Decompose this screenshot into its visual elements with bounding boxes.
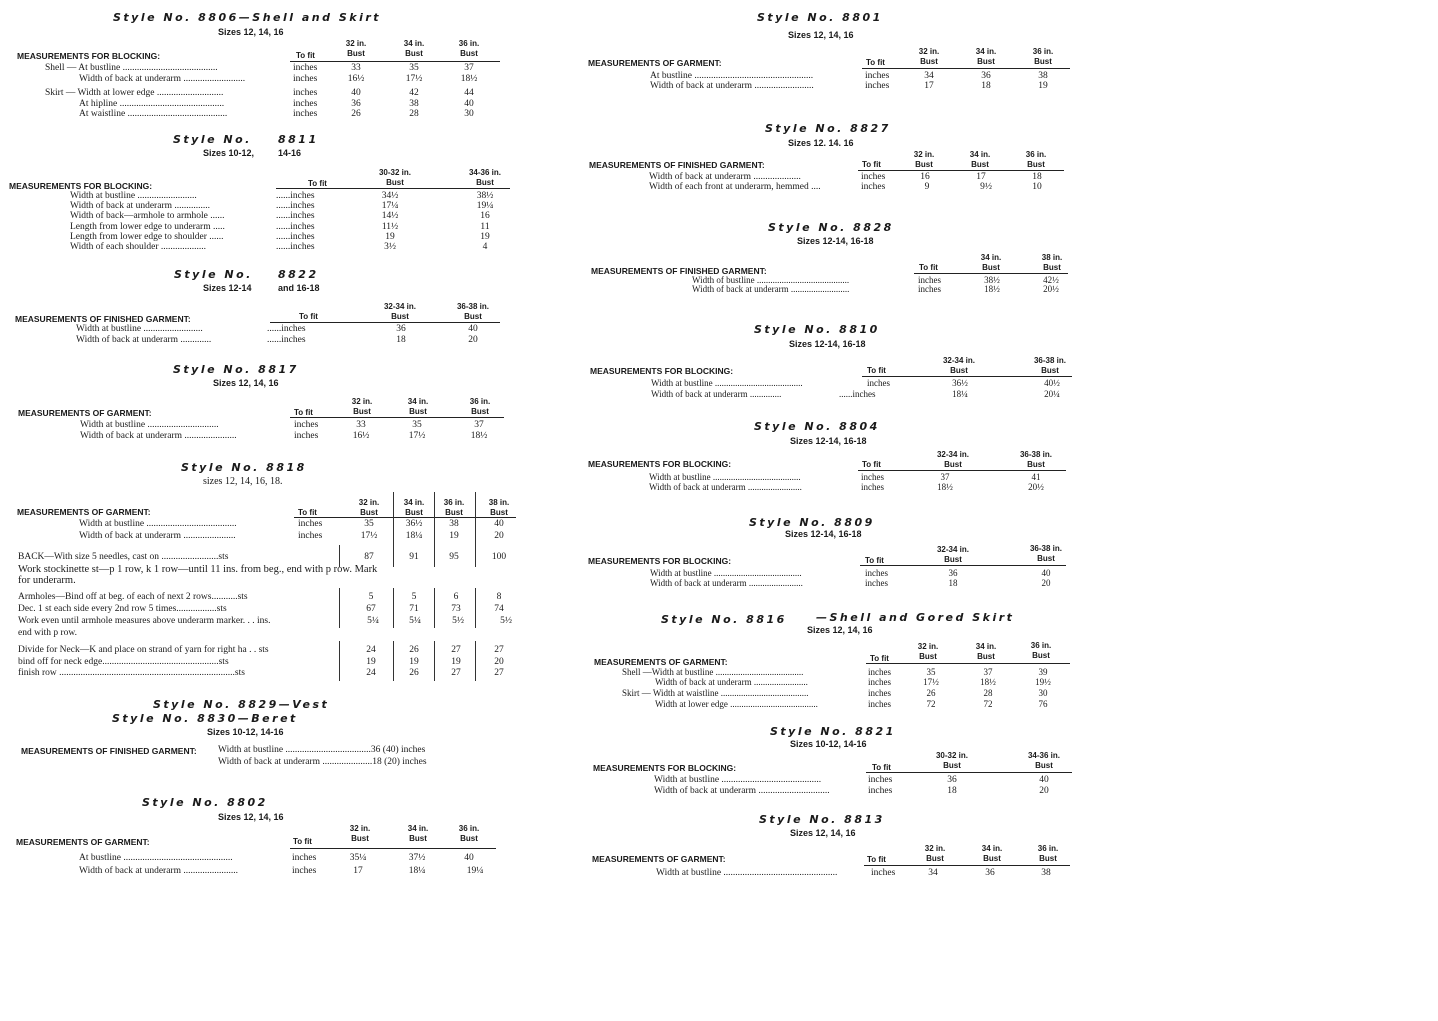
to-fit-label: To fit [866, 58, 885, 67]
col-head: 32 in. Bust [351, 397, 373, 416]
style-title: Style No. 8830—Beret [112, 712, 298, 725]
rule [858, 170, 1064, 171]
style-title: Style No. 8809 [749, 516, 875, 529]
to-fit-label: To fit [865, 556, 884, 565]
style-title: Style No. [174, 268, 253, 281]
col-head: 32-34 in. Bust [383, 302, 416, 321]
style-sizes: 14-16 [278, 148, 302, 158]
to-fit-label: To fit [293, 837, 312, 846]
col-head: 34-36 in. Bust [1027, 751, 1060, 770]
col-head: 36-38 in. Bust [456, 302, 489, 321]
divider [393, 588, 394, 628]
col-head: 36 in. Bust [1037, 844, 1059, 863]
col-head: 34 in. Bust [975, 642, 997, 661]
col-head: 36 in. Bust [1030, 641, 1052, 660]
col-head: 30-32 in. Bust [935, 751, 968, 770]
to-fit-label: To fit [299, 312, 318, 321]
instruction-text: Work stockinette st—p 1 row, k 1 row—until 11 ins. from beg., end with p row. Mark [18, 564, 378, 575]
measurements-label: MEASUREMENTS OF FINISHED GARMENT: [15, 314, 191, 324]
style-title: Style No. 8817 [173, 363, 299, 376]
rule [866, 772, 1072, 773]
divider [475, 641, 476, 681]
style-sizes: Sizes 12-14, 16-18 [790, 436, 867, 446]
measurements-label: MEASUREMENTS FOR BLOCKING: [9, 181, 153, 191]
rule [862, 376, 1072, 377]
col-head: 32 in. Bust [358, 498, 380, 517]
style-sizes: Sizes 12, 14, 16 [790, 828, 856, 838]
style-title: Style No. [173, 133, 252, 146]
divider [434, 588, 435, 628]
style-sizes: Sizes 12. 14. 16 [788, 138, 854, 148]
col-head: 34 in. Bust [407, 824, 429, 843]
measurements-label: MEASUREMENTS OF GARMENT: [592, 854, 726, 864]
col-head: 36 in. Bust [1032, 47, 1054, 66]
style-title: Style No. 8829—Vest [153, 698, 330, 711]
measurements-label: MEASUREMENTS OF GARMENT: [17, 507, 151, 517]
col-head: 32-34 in. Bust [936, 545, 969, 564]
col-head: 34 in. Bust [975, 47, 997, 66]
rule [276, 188, 510, 189]
rule [290, 848, 496, 849]
style-title: Style No. 8810 [754, 323, 880, 336]
measurements-label: MEASUREMENTS FOR BLOCKING: [588, 459, 732, 469]
col-head: 36 in. Bust [458, 39, 480, 58]
col-head: 36-38 in. Bust [1033, 356, 1066, 375]
col-head: 32 in. Bust [345, 39, 367, 58]
col-head: 32 in. Bust [913, 150, 935, 169]
measurements-label: MEASUREMENTS OF GARMENT: [18, 408, 152, 418]
to-fit-label: To fit [298, 508, 317, 517]
measurements-label: MEASUREMENTS FOR BLOCKING: [590, 366, 734, 376]
to-fit-label: To fit [296, 51, 315, 60]
style-sizes: Sizes 12, 14, 16 [788, 30, 854, 40]
measurements-label: MEASUREMENTS FOR BLOCKING: [17, 51, 161, 61]
to-fit-label: To fit [872, 763, 891, 772]
measurements-label: MEASUREMENTS OF FINISHED GARMENT: [589, 160, 765, 170]
col-head: 36-38 in. Bust [1019, 450, 1052, 469]
col-head: 34 in. Bust [969, 150, 991, 169]
measurements-label: MEASUREMENTS OF GARMENT: [16, 837, 150, 847]
style-title: Style No. 8816 [661, 613, 787, 626]
style-title: Style No. 8804 [754, 420, 880, 433]
col-head: 32-34 in. Bust [936, 450, 969, 469]
style-sizes: Sizes 12, 14, 16 [213, 378, 279, 388]
style-title: Style No. 8827 [765, 122, 891, 135]
measurements-label: MEASUREMENTS OF GARMENT: [588, 58, 722, 68]
rule [914, 273, 1068, 274]
divider [434, 492, 435, 567]
instruction-text: for underarm. [18, 575, 76, 586]
measure-line: Width of back at underarm .....................18 (20) inches [218, 757, 427, 767]
style-sizes: sizes 12, 14, 16, 18. [203, 476, 283, 487]
rule [864, 865, 1070, 866]
col-head: 30-32 in. Bust [378, 168, 411, 187]
to-fit-label: To fit [867, 366, 886, 375]
rule [858, 470, 1066, 471]
measurements-label: MEASUREMENTS OF GARMENT: [594, 657, 728, 667]
rule [290, 417, 504, 418]
style-sizes: Sizes 10-12, [203, 148, 255, 158]
style-sizes: and 16-18 [278, 283, 320, 293]
col-head: 36 in. Bust [1025, 150, 1047, 169]
col-head: 32-34 in. Bust [942, 356, 975, 375]
measurements-label: MEASUREMENTS FOR BLOCKING: [593, 763, 737, 773]
style-title: Style No. 8828 [768, 221, 894, 234]
col-head: 32 in. Bust [349, 824, 371, 843]
style-title: Style No. 8818 [181, 461, 307, 474]
style-sizes: Sizes 10-12, 14-16 [207, 727, 284, 737]
col-head: 36-38 in. Bust [1029, 544, 1062, 563]
divider [393, 641, 394, 681]
to-fit-label: To fit [870, 654, 889, 663]
measurements-label: MEASUREMENTS OF FINISHED GARMENT: [21, 746, 197, 756]
to-fit-label: To fit [919, 263, 938, 272]
col-head: 34 in. Bust [403, 39, 425, 58]
style-number: 8811 [278, 133, 319, 146]
divider [339, 588, 340, 628]
col-head: 32 in. Bust [924, 844, 946, 863]
col-head: 34 in. Bust [981, 844, 1003, 863]
style-sizes: Sizes 12, 14, 16 [807, 625, 873, 635]
style-sizes: Sizes 12, 14, 16 [218, 27, 284, 37]
col-head: 32 in. Bust [917, 642, 939, 661]
style-title: Style No. 8802 [142, 796, 268, 809]
measurements-label: MEASUREMENTS OF FINISHED GARMENT: [591, 266, 767, 276]
to-fit-label: To fit [862, 460, 881, 469]
rule [862, 68, 1070, 69]
rule [860, 565, 1066, 566]
measure-line: Width at bustline ....................................36 (40) inches [218, 745, 426, 755]
col-head: 34 in. Bust [407, 397, 429, 416]
col-head: 36 in. Bust [469, 397, 491, 416]
style-title: Style No. 8813 [759, 813, 885, 826]
style-sizes: Sizes 12-14, 16-18 [789, 339, 866, 349]
divider [434, 641, 435, 681]
measurements-label: MEASUREMENTS FOR BLOCKING: [588, 556, 732, 566]
rule [294, 517, 516, 518]
col-head: 34-36 in. Bust [468, 168, 501, 187]
to-fit-label: To fit [294, 408, 313, 417]
to-fit-label: To fit [308, 179, 327, 188]
col-head: 34 in. Bust [403, 498, 425, 517]
instruction-text: end with p row. [18, 628, 78, 638]
rule [270, 322, 500, 323]
to-fit-label: To fit [862, 160, 881, 169]
style-sizes: Sizes 12-14, 16-18 [785, 529, 862, 539]
col-head: 36 in. Bust [458, 824, 480, 843]
col-head: 32 in. Bust [918, 47, 940, 66]
divider [475, 492, 476, 567]
style-sizes: Sizes 12, 14, 16 [218, 812, 284, 822]
col-head: 38 in. Bust [1041, 253, 1063, 272]
to-fit-label: To fit [867, 855, 886, 864]
style-title: Style No. 8806—Shell and Skirt [113, 11, 382, 24]
style-sizes: Sizes 12-14 [203, 283, 252, 293]
divider [475, 588, 476, 628]
divider [393, 492, 394, 567]
style-title: Style No. 8801 [757, 11, 883, 24]
style-title: Style No. 8821 [770, 725, 896, 738]
rule [290, 61, 500, 62]
divider [339, 641, 340, 681]
style-title: —Shell and Gored Skirt [816, 611, 1015, 624]
style-sizes: Sizes 12-14, 16-18 [797, 236, 874, 246]
col-head: 38 in. Bust [488, 498, 510, 517]
col-head: 36 in. Bust [443, 498, 465, 517]
rule [866, 663, 1070, 664]
style-sizes: Sizes 10-12, 14-16 [790, 739, 867, 749]
col-head: 34 in. Bust [980, 253, 1002, 272]
style-number: 8822 [278, 268, 319, 281]
